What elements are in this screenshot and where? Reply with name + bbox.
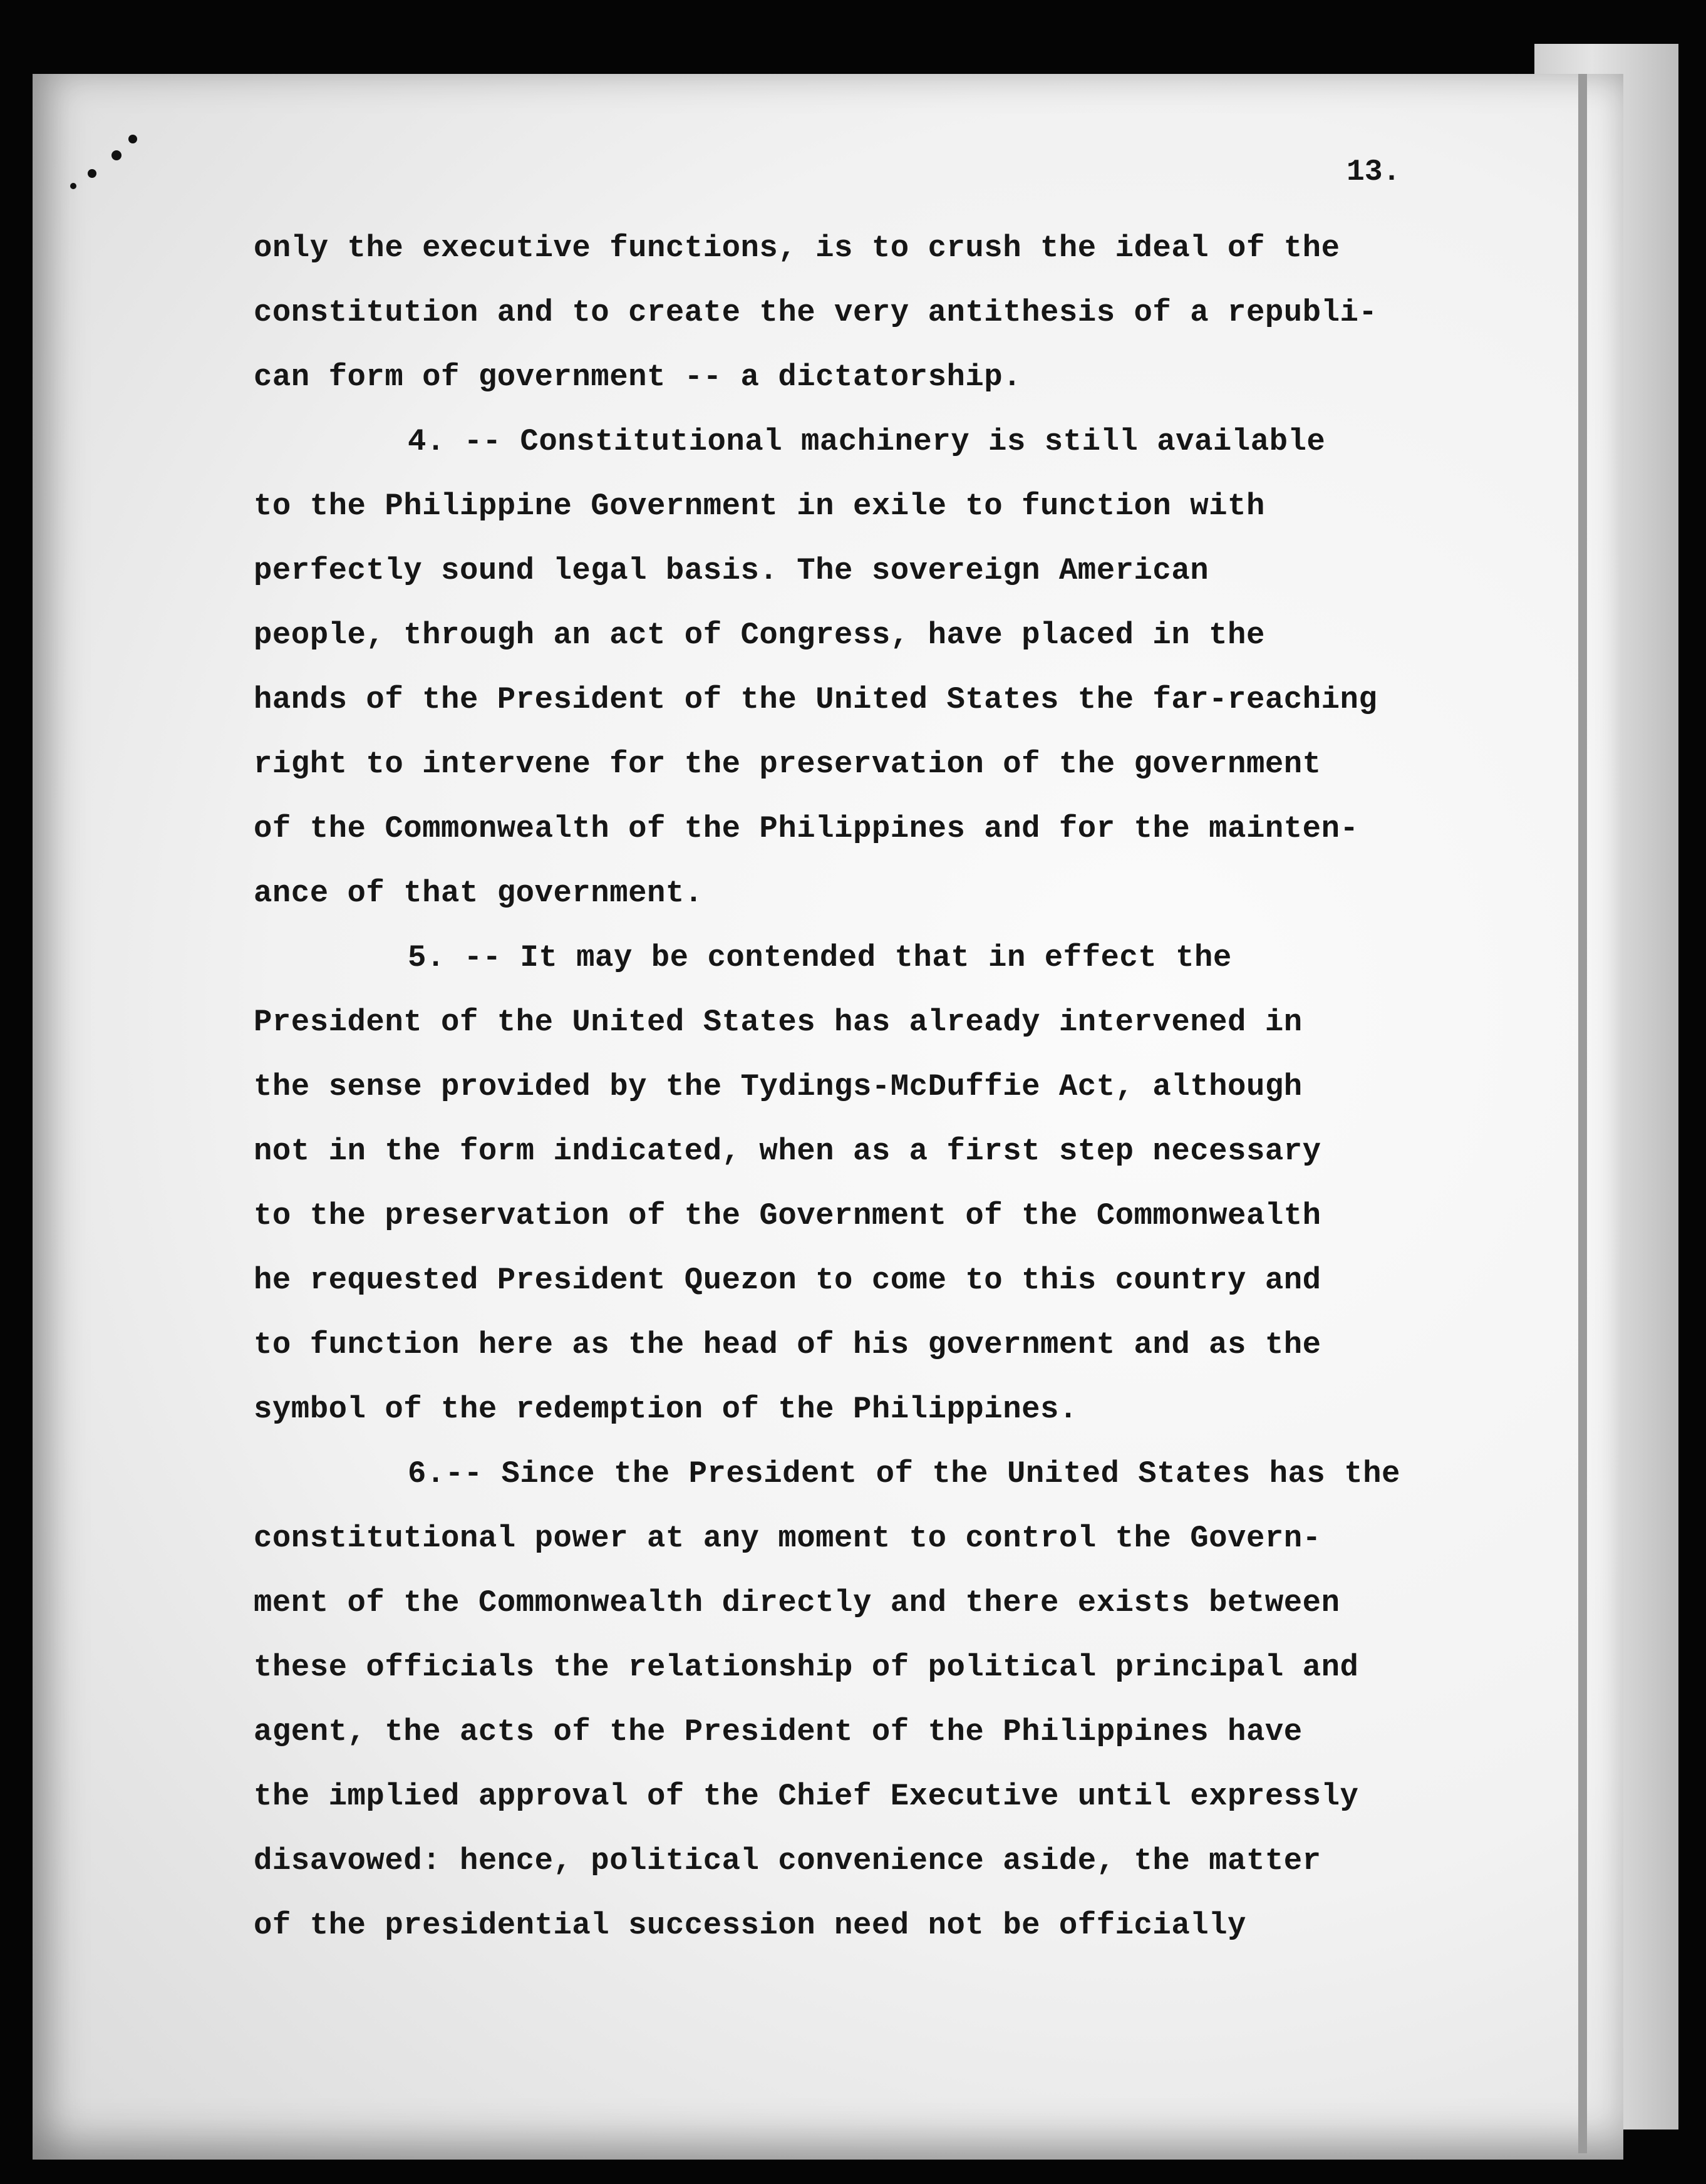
text-line: agent, the acts of the President of the Philippines have [254,1714,1303,1749]
text-line: people, through an act of Congress, have placed in the [254,618,1265,653]
text-line: to function here as the head of his government and as the [254,1327,1321,1362]
paragraph-4-start: 4. -- Constitutional machinery is still available [408,424,1326,459]
text-line: not in the form indicated, when as a first step necessary [254,1134,1321,1169]
text-line: the implied approval of the Chief Executive until expressly [254,1779,1359,1814]
text-line: only the executive functions, is to crush the ideal of the [254,230,1340,266]
page-edge-shadow [1578,74,1587,2153]
text-line: can form of government -- a dictatorship. [254,360,1022,395]
typed-body-text [254,216,1475,1958]
staple-mark [111,150,121,160]
paragraph-5-start: 5. -- It may be contended that in effect the [408,940,1232,975]
page-number: 13. [1347,155,1401,189]
text-line: ment of the Commonwealth directly and there exists between [254,1585,1340,1620]
text-line: constitutional power at any moment to control the Govern- [254,1521,1321,1556]
text-line: to the preservation of the Government of the Commonwealth [254,1198,1321,1233]
staple-mark [128,135,137,143]
text-line: right to intervene for the preservation of the government [254,747,1321,782]
text-line: President of the United States has already intervened in [254,1005,1303,1040]
text-line: symbol of the redemption of the Philippines. [254,1392,1078,1427]
text-line: to the Philippine Government in exile to function with [254,489,1265,524]
text-line: he requested President Quezon to come to this country and [254,1263,1321,1298]
text-line: perfectly sound legal basis. The sovereign American [254,553,1209,588]
text-line: hands of the President of the United States the far-reaching [254,682,1378,717]
staple-mark [88,169,96,178]
text-line: ance of that government. [254,876,703,911]
text-line: of the Commonwealth of the Philippines and for the mainten- [254,811,1359,846]
text-line: of the presidential succession need not be officially [254,1908,1246,1943]
text-line: the sense provided by the Tydings-McDuffie Act, although [254,1069,1303,1104]
text-line: these officials the relationship of political principal and [254,1650,1359,1685]
paragraph-6-start: 6.-- Since the President of the United States has the [408,1456,1400,1491]
staple-mark [70,183,76,189]
text-line: constitution and to create the very antithesis of a republi- [254,295,1378,330]
text-line: disavowed: hence, political convenience aside, the matter [254,1843,1321,1878]
